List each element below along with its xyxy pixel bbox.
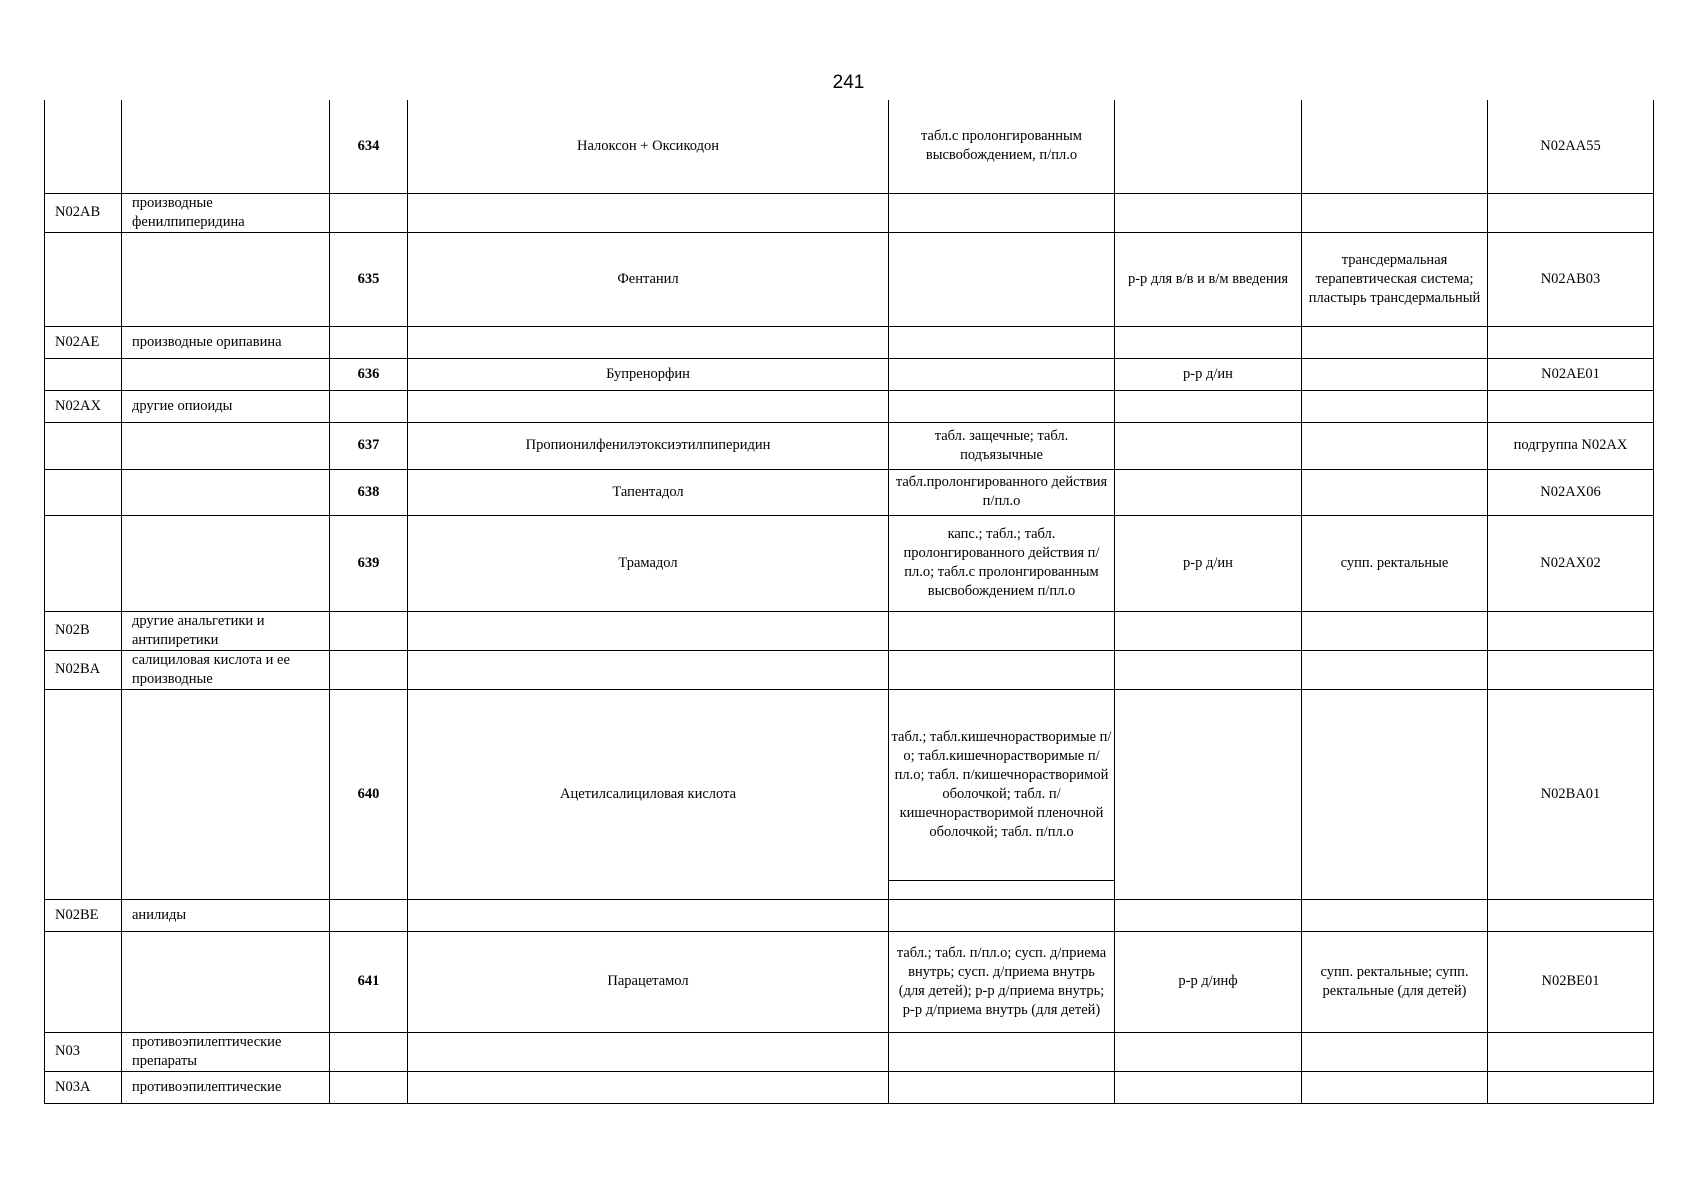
empty-cell: [122, 100, 330, 193]
page-number: 241: [832, 72, 865, 93]
group-code: N03A: [45, 1071, 122, 1103]
group-row: [45, 390, 1654, 422]
group-code: N02BE: [45, 899, 122, 931]
group-row: [45, 611, 1654, 650]
empty-cell: [1488, 611, 1654, 650]
empty-cell: [1488, 1032, 1654, 1071]
dosage-form-oral: табл.; табл. п/пл.о; сусп. д/приема внутрь; сусп. д/приема внутрь (для детей); р-р д/приема внутрь; р-р д/приема внутрь (для детей): [889, 931, 1115, 1032]
dosage-form-other: супп. ректальные: [1302, 515, 1488, 611]
dosage-form-injection: р-р для в/в и в/м введения: [1115, 232, 1302, 326]
drug-name: Пропионилфенилэтоксиэтилпиперидин: [408, 422, 889, 469]
drug-name: Фентанил: [408, 232, 889, 326]
drug-row: [45, 422, 1654, 469]
group-label: салициловая кислота и ее производные: [122, 650, 330, 689]
dosage-form-oral: табл.с пролонгированным высвобождением, п/пл.о: [889, 100, 1115, 193]
empty-cell: [1488, 899, 1654, 931]
empty-cell: [1115, 326, 1302, 358]
empty-cell: [330, 899, 408, 931]
empty-cell: [1115, 650, 1302, 689]
empty-cell: [45, 931, 122, 1032]
empty-cell: [45, 422, 122, 469]
drug-number: 635: [330, 232, 408, 326]
dosage-form-other: [1302, 689, 1488, 899]
dosage-form-injection: [1115, 689, 1302, 899]
group-label: другие анальгетики и антипиретики: [122, 611, 330, 650]
group-code: N02AB: [45, 193, 122, 232]
empty-cell: [1115, 1032, 1302, 1071]
empty-cell: [889, 611, 1115, 650]
empty-cell: [1302, 193, 1488, 232]
drug-row: [45, 689, 1654, 899]
dosage-form-injection: [1115, 100, 1302, 193]
dosage-form-injection: р-р д/ин: [1115, 358, 1302, 390]
empty-cell: [45, 469, 122, 515]
empty-cell: [122, 358, 330, 390]
empty-cell: [122, 469, 330, 515]
atc-code: N02AB03: [1488, 232, 1654, 326]
drug-number: 638: [330, 469, 408, 515]
group-row: [45, 326, 1654, 358]
drug-number: 634: [330, 100, 408, 193]
empty-cell: [1488, 390, 1654, 422]
dosage-form-other: трансдермальная терапевтическая система; пластырь трансдермальный: [1302, 232, 1488, 326]
empty-cell: [45, 100, 122, 193]
dosage-form-injection: р-р д/ин: [1115, 515, 1302, 611]
dosage-form-oral: табл.; табл.кишечнорастворимые п/о; табл.кишечнорастворимые п/пл.о; табл. п/кишечнорастворимой оболочкой; табл. п/кишечнорастворимой пленочной оболочкой; табл. п/пл.о: [889, 689, 1115, 899]
empty-cell: [408, 193, 889, 232]
drug-table: [44, 100, 1654, 1104]
dosage-form-other: [1302, 100, 1488, 193]
empty-cell: [1115, 193, 1302, 232]
group-code: N02AE: [45, 326, 122, 358]
empty-cell: [122, 515, 330, 611]
dosage-form-injection: р-р д/инф: [1115, 931, 1302, 1032]
empty-cell: [408, 611, 889, 650]
atc-code: N02AX02: [1488, 515, 1654, 611]
empty-cell: [1488, 193, 1654, 232]
dosage-form-other: [1302, 358, 1488, 390]
atc-code: N02BA01: [1488, 689, 1654, 899]
empty-cell: [45, 232, 122, 326]
dosage-form-injection: [1115, 469, 1302, 515]
drug-name: Трамадол: [408, 515, 889, 611]
empty-cell: [889, 193, 1115, 232]
atc-code: N02AE01: [1488, 358, 1654, 390]
drug-number: 637: [330, 422, 408, 469]
drug-row: [45, 931, 1654, 1032]
group-code: N02BA: [45, 650, 122, 689]
drug-row: [45, 358, 1654, 390]
group-code: N02AX: [45, 390, 122, 422]
group-label: противоэпилептические препараты: [122, 1032, 330, 1071]
group-label: анилиды: [122, 899, 330, 931]
group-label: другие опиоиды: [122, 390, 330, 422]
empty-cell: [1488, 326, 1654, 358]
empty-cell: [45, 515, 122, 611]
empty-cell: [1302, 899, 1488, 931]
empty-cell: [330, 1032, 408, 1071]
empty-cell: [330, 193, 408, 232]
group-code: N03: [45, 1032, 122, 1071]
drug-name: Бупренорфин: [408, 358, 889, 390]
dosage-form-injection: [1115, 422, 1302, 469]
empty-cell: [408, 1032, 889, 1071]
empty-cell: [1302, 1032, 1488, 1071]
empty-cell: [45, 689, 122, 899]
drug-name: Тапентадол: [408, 469, 889, 515]
empty-cell: [330, 326, 408, 358]
group-row: [45, 193, 1654, 232]
empty-cell: [122, 422, 330, 469]
empty-cell: [1115, 899, 1302, 931]
empty-cell: [1302, 650, 1488, 689]
group-label: противоэпилептические: [122, 1071, 330, 1103]
drug-name: Парацетамол: [408, 931, 889, 1032]
empty-cell: [889, 326, 1115, 358]
empty-cell: [1488, 1071, 1654, 1103]
drug-row: [45, 515, 1654, 611]
empty-cell: [889, 650, 1115, 689]
empty-cell: [408, 326, 889, 358]
empty-cell: [122, 689, 330, 899]
drug-name: Налоксон + Оксикодон: [408, 100, 889, 193]
drug-row: [45, 100, 1654, 193]
drug-number: 639: [330, 515, 408, 611]
empty-cell: [408, 1071, 889, 1103]
dosage-form-oral: табл. защечные; табл. подъязычные: [889, 422, 1115, 469]
empty-cell: [45, 358, 122, 390]
empty-cell: [330, 611, 408, 650]
empty-cell: [1115, 1071, 1302, 1103]
dosage-form-oral: капс.; табл.; табл. пролонгированного действия п/пл.о; табл.с пролонгированным высвобождением п/пл.о: [889, 515, 1115, 611]
dosage-form-other: супп. ректальные; супп. ректальные (для детей): [1302, 931, 1488, 1032]
drug-number: 640: [330, 689, 408, 899]
atc-code: подгруппа N02AX: [1488, 422, 1654, 469]
empty-cell: [330, 390, 408, 422]
empty-cell: [1302, 390, 1488, 422]
dosage-form-other: [1302, 422, 1488, 469]
empty-cell: [1302, 1071, 1488, 1103]
empty-cell: [122, 931, 330, 1032]
dosage-form-other: [1302, 469, 1488, 515]
atc-code: N02BE01: [1488, 931, 1654, 1032]
empty-cell: [889, 1071, 1115, 1103]
empty-cell: [889, 899, 1115, 931]
empty-cell: [408, 390, 889, 422]
empty-cell: [1302, 326, 1488, 358]
drug-number: 636: [330, 358, 408, 390]
dosage-form-oral: табл.пролонгированного действия п/пл.о: [889, 469, 1115, 515]
drug-name: Ацетилсалициловая кислота: [408, 689, 889, 899]
empty-cell: [889, 390, 1115, 422]
group-row: [45, 1071, 1654, 1103]
drug-row: [45, 232, 1654, 326]
empty-cell: [1488, 650, 1654, 689]
empty-cell: [330, 650, 408, 689]
empty-cell: [1115, 390, 1302, 422]
empty-cell: [330, 1071, 408, 1103]
drug-number: 641: [330, 931, 408, 1032]
group-row: [45, 899, 1654, 931]
group-label: производные орипавина: [122, 326, 330, 358]
atc-code: N02AA55: [1488, 100, 1654, 193]
group-row: [45, 650, 1654, 689]
group-label: производные фенилпиперидина: [122, 193, 330, 232]
empty-cell: [408, 899, 889, 931]
empty-cell: [122, 232, 330, 326]
empty-cell: [1115, 611, 1302, 650]
atc-code: N02AX06: [1488, 469, 1654, 515]
group-code: N02B: [45, 611, 122, 650]
dosage-form-oral: [889, 358, 1115, 390]
group-row: [45, 1032, 1654, 1071]
dosage-form-oral: [889, 232, 1115, 326]
empty-cell: [889, 1032, 1115, 1071]
empty-cell: [408, 650, 889, 689]
drug-row: [45, 469, 1654, 515]
empty-cell: [1302, 611, 1488, 650]
